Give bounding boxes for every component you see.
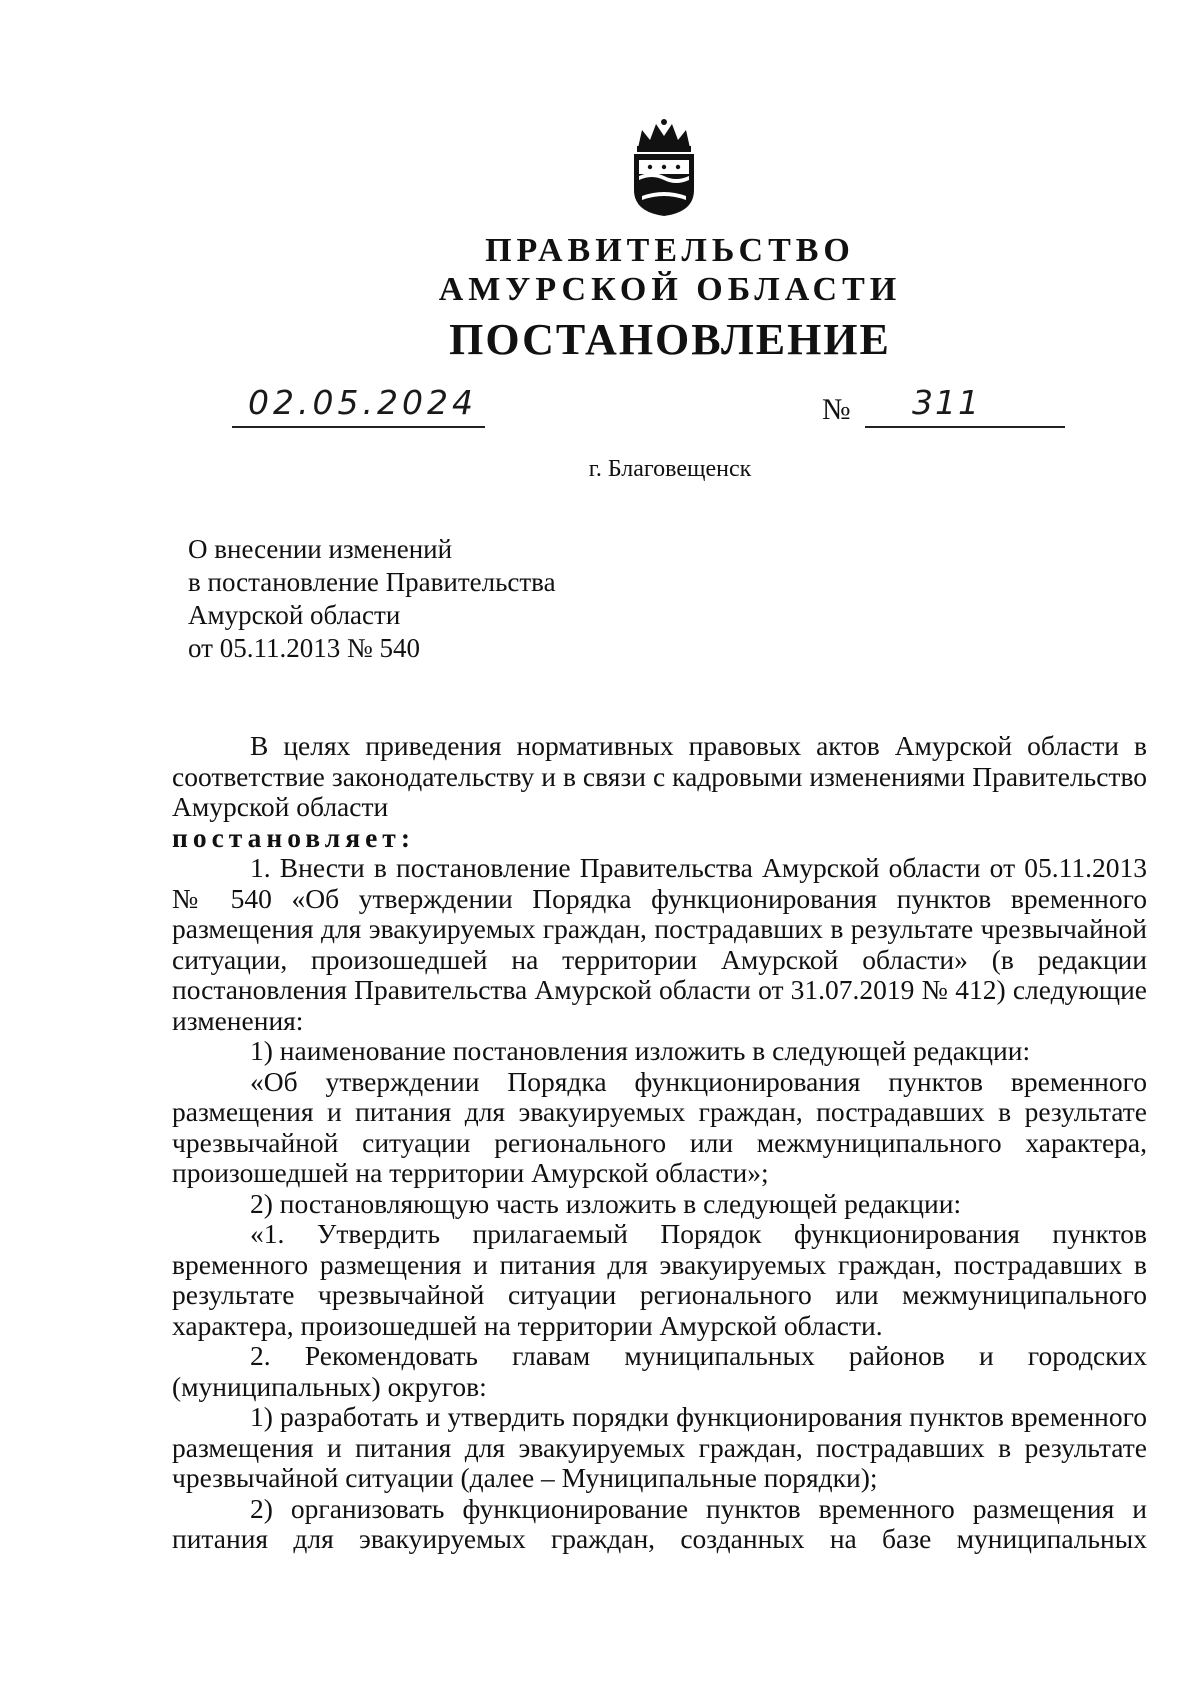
government-title-line2: АМУРСКОЙ ОБЛАСТИ — [438, 271, 902, 308]
item-1-1-quoted-title: «Об утверждении Порядка функционирования пунктов временного размещения и питания для эвакуируемых граждан, пострадавших в результате чрезвычайной ситуации регионального или межмуниципального характера, произошедшей на территории Амурской области»; — [172, 1065, 1147, 1188]
subject-line: в постановление Правительства — [188, 567, 556, 597]
document-type-heading: ПОСТАНОВЛЕНИЕ — [449, 315, 891, 364]
number-sign: № — [822, 393, 851, 426]
government-title-line1: ПРАВИТЕЛЬСТВО — [485, 232, 855, 269]
date-underline — [232, 426, 485, 428]
decree-word: постановляет: — [172, 821, 415, 853]
document-body — [172, 731, 1147, 1555]
item-1-2-point-2-sub-2: 2) организовать функционирование пунктов временного размещения и питания для эвакуируемых граждан, созданных на базе муниципальных — [172, 1492, 1147, 1554]
subject-line: О внесении изменений — [188, 534, 453, 564]
document-subject — [188, 533, 556, 665]
item-1-1-paragraph: 1) наименование постановления изложить в следующей редакции: — [250, 1035, 1031, 1066]
handwritten-document-number: 311 — [912, 383, 981, 422]
subject-line: Амурской области — [188, 600, 401, 630]
item-1-2-point-2: 2. Рекомендовать главам муниципальных районов и городских (муниципальных) округов: — [172, 1340, 1147, 1402]
item-1-2-point-2-sub-1: 1) разработать и утвердить порядки функционирования пунктов временного размещения и питания для эвакуируемых граждан, пострадавших в результате чрезвычайной ситуации (далее – Муниципальные порядки); — [172, 1401, 1147, 1493]
item-1-2-paragraph: 2) постановляющую часть изложить в следующей редакции: — [250, 1187, 962, 1219]
city-name: г. Благовещенск — [588, 456, 752, 482]
coat-of-arms-icon — [628, 118, 700, 218]
handwritten-date: 02.05.2024 — [248, 383, 477, 422]
preamble-paragraph: В целях приведения нормативных правовых актов Амурской области в соответствие законодательству и в связи с кадровыми изменениями Правительство Амурской области — [172, 730, 1147, 822]
item-1-paragraph: 1. Внести в постановление Правительства Амурской области от 05.11.2013 № 540 «Об утверждении Порядка функционирования пунктов временного размещения для эвакуируемых граждан, пострадавших в результате чрезвычайной ситуации, произошедшей на территории Амурской области» (в редакции постановления Правительства Амурской области от 31.07.2019 № 412) следующие изменения: — [172, 852, 1147, 1036]
item-1-2-point-1: «1. Утвердить прилагаемый Порядок функционирования пунктов временного размещения и питания для эвакуируемых граждан, пострадавших в результате чрезвычайной ситуации регионального или межмуниципального характера, произошедшей на территории Амурской области. — [172, 1218, 1147, 1341]
number-underline — [865, 426, 1065, 428]
subject-line: от 05.11.2013 № 540 — [188, 633, 420, 663]
